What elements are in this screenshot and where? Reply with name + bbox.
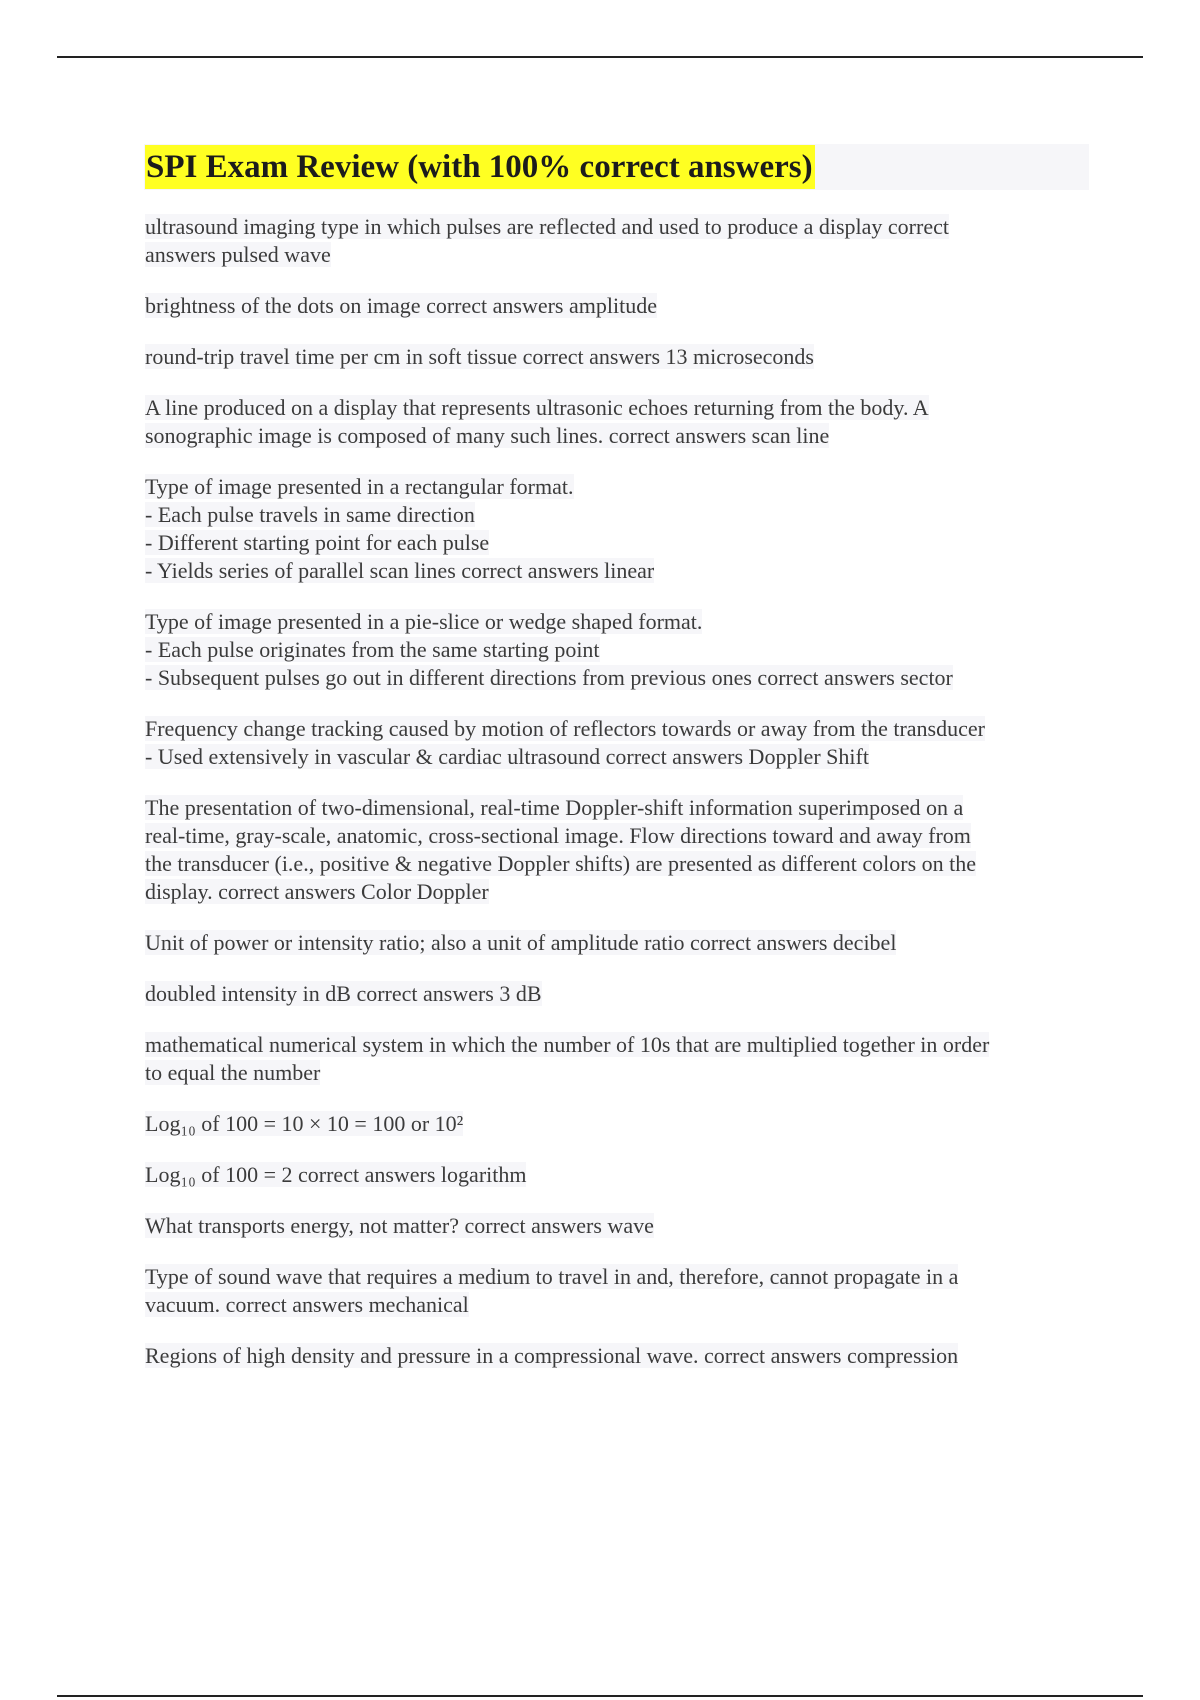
qa-entry bbox=[145, 929, 1090, 957]
qa-entry-text: round-trip travel time per cm in soft tissue correct answers 13 microseconds bbox=[145, 344, 814, 369]
qa-entry bbox=[145, 980, 1090, 1008]
qa-entry-text: to equal the number bbox=[145, 1060, 321, 1085]
qa-entry bbox=[145, 343, 1090, 371]
qa-entry-line bbox=[145, 1161, 1090, 1189]
qa-entry bbox=[145, 394, 1090, 450]
qa-entry-text: - Different starting point for each pulse bbox=[145, 530, 490, 555]
qa-list bbox=[145, 213, 1090, 1393]
qa-entry-line bbox=[145, 1059, 1090, 1087]
qa-entry-line bbox=[145, 1212, 1090, 1240]
top-rule bbox=[57, 56, 1143, 58]
qa-entry-text: Type of sound wave that requires a medium to travel in and, therefore, cannot propagate in a bbox=[145, 1264, 959, 1289]
bottom-rule bbox=[57, 1695, 1143, 1697]
qa-entry-text: - Subsequent pulses go out in different directions from previous ones correct answers sector bbox=[145, 665, 953, 690]
qa-entry-line bbox=[145, 292, 1090, 320]
qa-entry bbox=[145, 1161, 1090, 1189]
qa-entry bbox=[145, 1342, 1090, 1370]
qa-entry-text: Unit of power or intensity ratio; also a unit of amplitude ratio correct answers decibel bbox=[145, 930, 897, 955]
qa-entry-text: - Each pulse originates from the same starting point bbox=[145, 637, 600, 662]
qa-entry-line bbox=[145, 473, 1090, 501]
qa-entry-line bbox=[145, 822, 1090, 850]
qa-entry-line bbox=[145, 529, 1090, 557]
qa-entry bbox=[145, 715, 1090, 771]
qa-entry-text: vacuum. correct answers mechanical bbox=[145, 1292, 469, 1317]
qa-entry bbox=[145, 1263, 1090, 1319]
qa-entry-text: ultrasound imaging type in which pulses are reflected and used to produce a display correct bbox=[145, 214, 949, 239]
qa-entry-text: - Used extensively in vascular & cardiac ultrasound correct answers Doppler Shift bbox=[145, 744, 869, 769]
qa-entry-line bbox=[145, 1342, 1090, 1370]
qa-entry bbox=[145, 292, 1090, 320]
qa-entry bbox=[145, 1031, 1090, 1087]
qa-entry-line bbox=[145, 878, 1090, 906]
qa-entry-text: sonographic image is composed of many such lines. correct answers scan line bbox=[145, 423, 830, 448]
qa-entry-text: mathematical numerical system in which the number of 10s that are multiplied together in order bbox=[145, 1032, 990, 1057]
qa-entry-line bbox=[145, 794, 1090, 822]
qa-entry-line bbox=[145, 636, 1090, 664]
qa-entry-line bbox=[145, 241, 1090, 269]
qa-entry-line bbox=[145, 743, 1090, 771]
qa-entry-line bbox=[145, 715, 1090, 743]
qa-entry-text: - Each pulse travels in same direction bbox=[145, 502, 475, 527]
qa-entry bbox=[145, 473, 1090, 585]
qa-entry-line bbox=[145, 501, 1090, 529]
qa-entry-line bbox=[145, 1110, 1090, 1138]
qa-entry bbox=[145, 794, 1090, 906]
qa-entry bbox=[145, 1110, 1090, 1138]
qa-entry-line bbox=[145, 929, 1090, 957]
page-title: SPI Exam Review (with 100% correct answers) bbox=[145, 145, 815, 189]
qa-entry-text: The presentation of two-dimensional, real-time Doppler-shift information superimposed on a bbox=[145, 795, 964, 820]
qa-entry-text: the transducer (i.e., positive & negative Doppler shifts) are presented as different colors on the bbox=[145, 851, 977, 876]
qa-entry-line bbox=[145, 422, 1090, 450]
qa-entry-line bbox=[145, 1263, 1090, 1291]
qa-entry-line bbox=[145, 343, 1090, 371]
qa-entry-text: What transports energy, not matter? correct answers wave bbox=[145, 1213, 654, 1238]
qa-entry-text: Type of image presented in a pie-slice or wedge shaped format. bbox=[145, 609, 703, 634]
qa-entry-line bbox=[145, 608, 1090, 636]
qa-entry-line bbox=[145, 213, 1090, 241]
qa-entry-text: A line produced on a display that represents ultrasonic echoes returning from the body. A bbox=[145, 395, 929, 420]
qa-entry-text: Frequency change tracking caused by motion of reflectors towards or away from the transducer bbox=[145, 716, 985, 741]
qa-entry-line bbox=[145, 1291, 1090, 1319]
qa-entry-text: brightness of the dots on image correct answers amplitude bbox=[145, 293, 657, 318]
qa-entry-line bbox=[145, 394, 1090, 422]
qa-entry-text: answers pulsed wave bbox=[145, 242, 331, 267]
qa-entry-text: Log₁₀ of 100 = 2 correct answers logarithm bbox=[145, 1162, 527, 1187]
qa-entry-text: Type of image presented in a rectangular format. bbox=[145, 474, 574, 499]
qa-entry-text: doubled intensity in dB correct answers 3 dB bbox=[145, 981, 542, 1006]
qa-entry-line bbox=[145, 557, 1090, 585]
qa-entry bbox=[145, 213, 1090, 269]
qa-entry-line bbox=[145, 850, 1090, 878]
qa-entry-text: Log₁₀ of 100 = 10 × 10 = 100 or 10² bbox=[145, 1111, 464, 1136]
qa-entry-text: real-time, gray-scale, anatomic, cross-sectional image. Flow directions toward and away from bbox=[145, 823, 971, 848]
qa-entry-text: Regions of high density and pressure in a compressional wave. correct answers compression bbox=[145, 1343, 959, 1368]
qa-entry-line bbox=[145, 1031, 1090, 1059]
qa-entry bbox=[145, 608, 1090, 692]
qa-entry-text: - Yields series of parallel scan lines correct answers linear bbox=[145, 558, 655, 583]
qa-entry-line bbox=[145, 980, 1090, 1008]
qa-entry bbox=[145, 1212, 1090, 1240]
qa-entry-text: display. correct answers Color Doppler bbox=[145, 879, 489, 904]
qa-entry-line bbox=[145, 664, 1090, 692]
